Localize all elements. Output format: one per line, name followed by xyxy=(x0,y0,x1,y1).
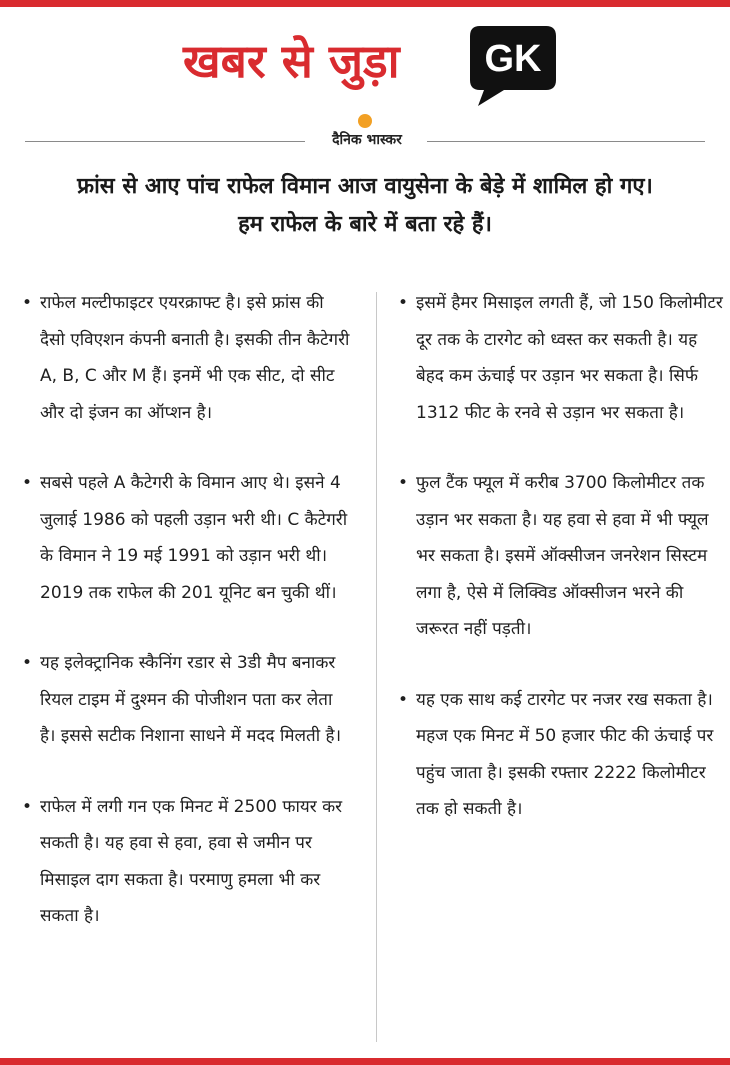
bottom-accent-bar xyxy=(0,1058,730,1065)
bullet-dot: • xyxy=(22,293,33,313)
gk-badge-text: GK xyxy=(484,38,542,80)
brand-divider-left xyxy=(25,141,305,142)
bullet-dot: • xyxy=(398,473,409,493)
bullet-dot: • xyxy=(22,473,33,493)
list-item xyxy=(398,285,728,431)
list-item xyxy=(398,682,728,828)
headline-line-2: हम राफेल के बारे में बता रहे हैं। xyxy=(238,212,492,237)
brand-divider-right xyxy=(427,141,705,142)
list-item xyxy=(22,285,352,431)
page-title: खबर से जुड़ा xyxy=(183,34,400,88)
list-item xyxy=(398,465,728,648)
list-item-text: यह एक साथ कई टारगेट पर नजर रख सकता है। महज एक मिनट में 50 हजार फीट की ऊंचाई पर पहुंच जाता है। इसकी रफ्तार 2222 किलोमीटर तक हो सकती है। xyxy=(416,689,714,819)
bullet-dot: • xyxy=(22,653,33,673)
column-divider xyxy=(376,292,377,1042)
bullet-dot: • xyxy=(22,796,33,817)
headline-line-1: फ्रांस से आए पांच राफेल विमान आज वायुसेना के बेड़े में शामिल हो गए। xyxy=(77,174,653,199)
brand-logo-text: दैनिक भास्कर xyxy=(332,132,402,148)
headline xyxy=(20,168,710,244)
list-item xyxy=(22,789,352,935)
list-item-text: यह इलेक्ट्रानिक स्कैनिंग रडार से 3डी मैप बनाकर रियल टाइम में दुश्मन की पोजीशन पता कर लेता है। इससे सटीक निशाना साधने में मदद मिलती है। xyxy=(40,653,342,746)
list-item-text: सबसे पहले A कैटेगरी के विमान आए थे। इसने 4 जुलाई 1986 को पहली उड़ान भरी थी। C कैटेगरी के विमान ने 19 मई 1991 को उड़ान भरी थी। 2019 तक राफेल की 201 यूनिट बन चुकी थीं। xyxy=(40,473,348,603)
bullet-dot: • xyxy=(398,689,409,710)
list-item-text: इसमें हैमर मिसाइल लगती हैं, जो 150 किलोमीटर दूर तक के टारगेट को ध्वस्त कर सकती है। यह बेहद कम ऊंचाई पर उड़ान भर सकता है। सिर्फ 1312 फीट के रनवे से उड़ान भर सकता है। xyxy=(416,293,723,423)
list-item xyxy=(22,465,352,611)
bullet-dot: • xyxy=(398,293,409,313)
list-item-text: राफेल में लगी गन एक मिनट में 2500 फायर कर सकती है। यह हवा से हवा, हवा से जमीन पर मिसाइल दाग सकता है। परमाणु हमला भी कर सकता है। xyxy=(40,796,343,926)
brand-logo-dot xyxy=(358,114,372,128)
right-column xyxy=(398,285,728,828)
gk-speech-bubble-icon xyxy=(470,26,556,108)
list-item-text: फुल टैंक फ्यूल में करीब 3700 किलोमीटर तक उड़ान भर सकता है। यह हवा से हवा में भी फ्यूल भर सकता है। इसमें ऑक्सीजन जनरेशन सिस्टम लगा है, ऐसे में लिक्विड ऑक्सीजन भरने की जरूरत नहीं पड़ती। xyxy=(416,473,709,639)
left-column xyxy=(22,285,352,935)
brand-row xyxy=(25,112,705,152)
list-item xyxy=(22,645,352,755)
top-accent-bar xyxy=(0,0,730,7)
list-item-text: राफेल मल्टीफाइटर एयरक्राफ्ट है। इसे फ्रांस की दैसो एविएशन कंपनी बनाती है। इसकी तीन कैटेगरी A, B, C और M हैं। इनमें भी एक सीट, दो सीट और दो इंजन का ऑप्शन है। xyxy=(40,293,350,423)
